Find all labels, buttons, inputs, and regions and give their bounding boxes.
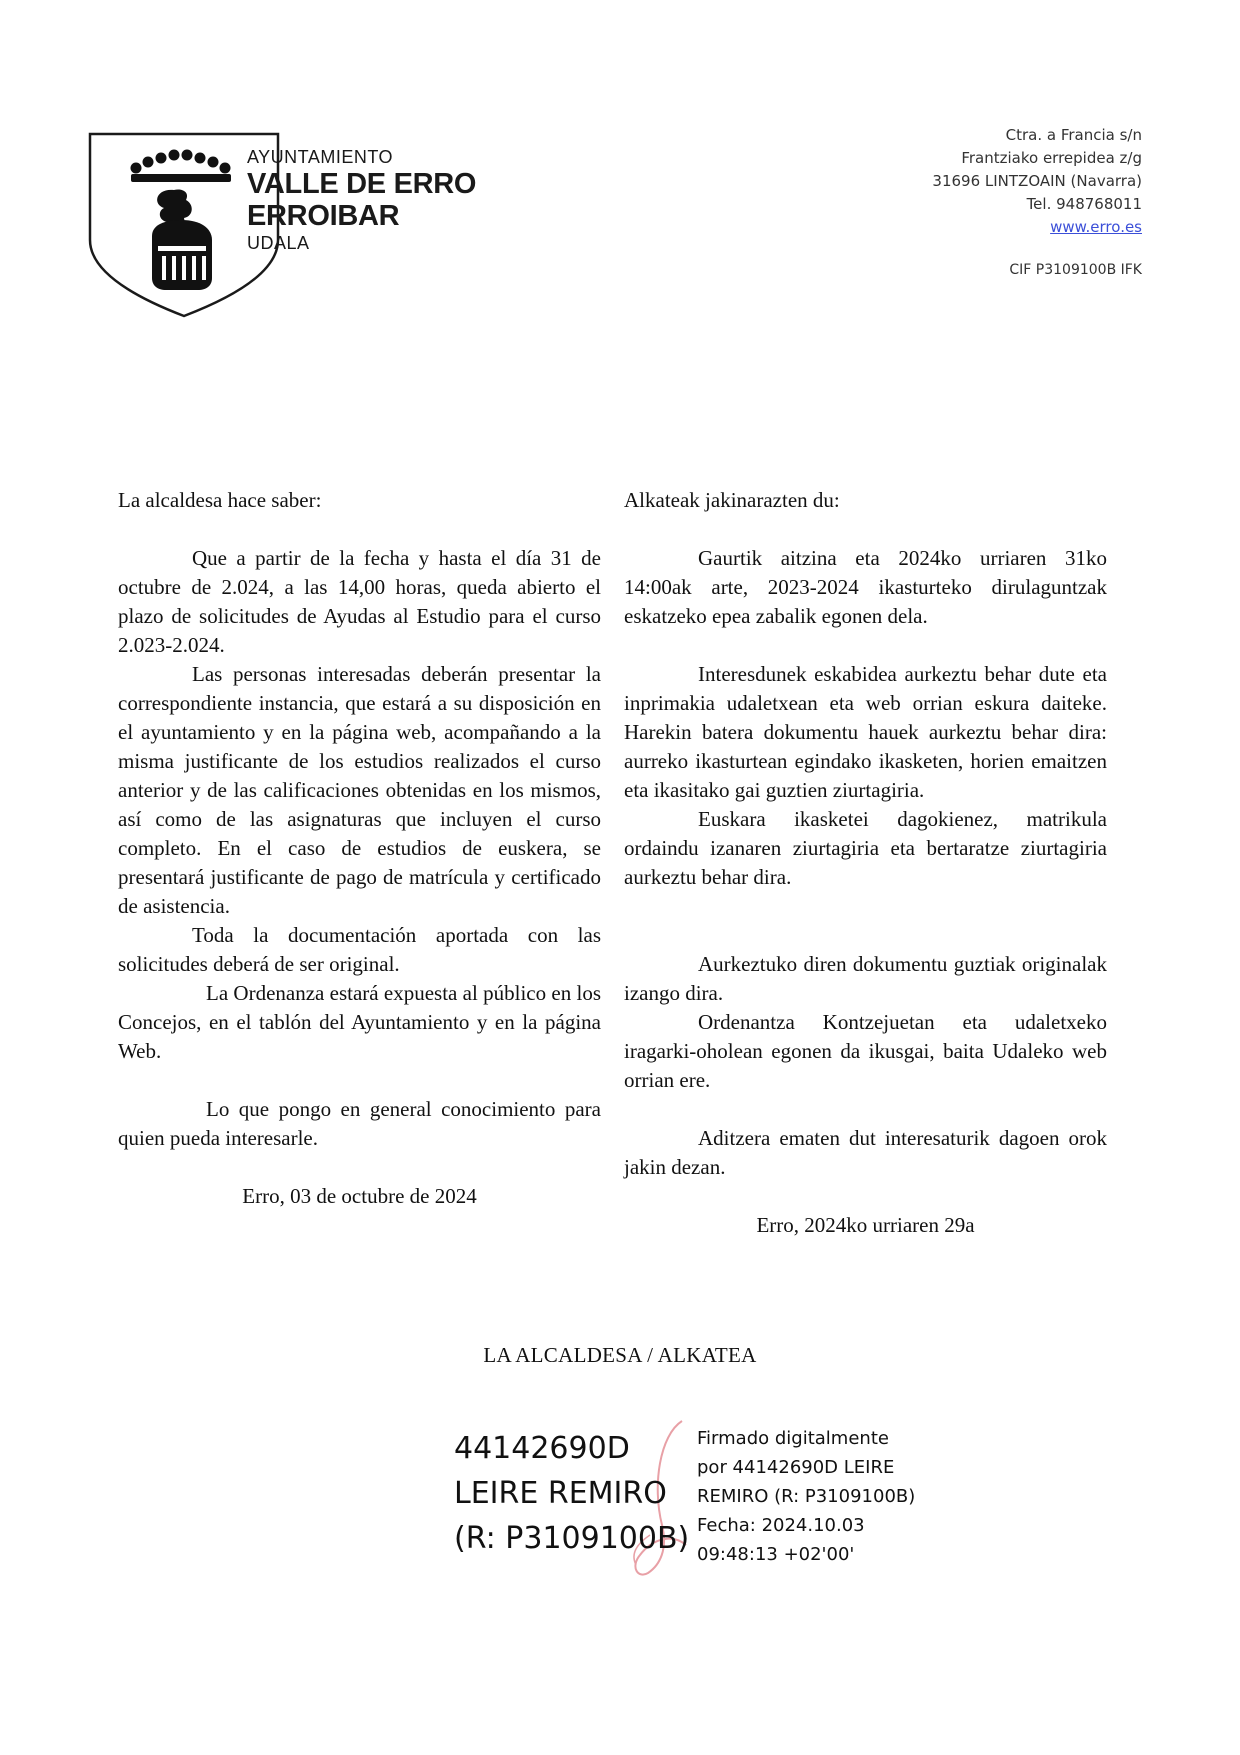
paragraph: Que a partir de la fecha y hasta el día 31 de octubre de 2.024, a las 14,00 horas, queda abierto el plazo de solicitudes de Ayudas al Estudio para el curso 2.023-2.024. (118, 546, 601, 657)
paragraph: Toda la documentación aportada con las solicitudes deberá de ser original. (118, 923, 601, 976)
date-line: Erro, 03 de octubre de 2024 (242, 1184, 477, 1208)
org-line-2: VALLE DE ERRO (247, 168, 477, 200)
org-line-1: AYUNTAMIENTO (247, 147, 394, 167)
paragraph: Euskara ikasketei dagokienez, matrikula ordaindu izanaren ziurtagiria eta bertaratze ziurtagiria aurkeztu behar dira. (624, 807, 1107, 889)
intro-text: La alcaldesa hace saber: (118, 488, 322, 512)
paragraph: Gaurtik aitzina eta 2024ko urriaren 31ko 14:00ak arte, 2023-2024 ikasturteko dirulaguntzak eskatzeko epea zabalik egonen dela. (624, 546, 1107, 628)
paragraph: Lo que pongo en general conocimiento para quien pueda interesarle. (118, 1097, 601, 1150)
signer-representation: (R: P3109100B) (454, 1521, 690, 1556)
phone-line: Tel. 948768011 (1026, 195, 1142, 213)
date-line: Erro, 2024ko urriaren 29a (756, 1213, 975, 1237)
basque-column (624, 486, 1107, 1240)
paragraph: Ordenantza Kontzejuetan eta udaletxeko iragarki-oholean egonen da ikusgai, baita Udaleko web orrian ere. (624, 1010, 1107, 1092)
intro-text: Alkateak jakinarazten du: (624, 488, 840, 512)
cif-number: CIF P3109100B IFK (1009, 262, 1142, 278)
signature-detail-line: Firmado digitalmente (697, 1428, 889, 1449)
signature-name-block (454, 1426, 689, 1561)
spanish-column (118, 486, 601, 1211)
paragraph: Las personas interesadas deberán presentar la correspondiente instancia, que estará a su disposición en el ayuntamiento y en la página web, acompañando a la misma justificante de los estudios realizados el curso anterior y de las calificaciones obtenidas en los mismos, así como de las asignaturas que incluyen el curso completo. En el caso de estudios de euskera, se presentará justificante de pago de matrícula y certificado de asistencia. (118, 662, 601, 918)
org-line-4: UDALA (247, 233, 310, 253)
organization-name (247, 146, 476, 254)
signature-time-line: 09:48:13 +02'00' (697, 1544, 855, 1565)
paragraph: Aditzera ematen dut interesaturik dagoen orok jakin dezan. (624, 1126, 1107, 1179)
signature-date-line: Fecha: 2024.10.03 (697, 1515, 865, 1536)
paragraph: La Ordenanza estará expuesta al público en los Concejos, en el tablón del Ayuntamiento y en la página Web. (118, 981, 601, 1063)
signer-id: 44142690D (454, 1431, 630, 1466)
signer-name: LEIRE REMIRO (454, 1476, 667, 1511)
address-line: Ctra. a Francia s/n (1005, 126, 1142, 144)
signatory-title: LA ALCALDESA / ALKATEA (483, 1343, 757, 1367)
org-line-3: ERROIBAR (247, 200, 400, 232)
address-block (932, 124, 1142, 282)
address-line: 31696 LINTZOAIN (Navarra) (932, 172, 1142, 190)
website-link[interactable]: www.erro.es (1050, 218, 1142, 236)
paragraph: Aurkeztuko diren dokumentu guztiak originalak izango dira. (624, 952, 1107, 1005)
paragraph: Interesdunek eskabidea aurkeztu behar dute eta inprimakia udaletxean eta web orrian eskura daiteke. Harekin batera dokumentu hauek aurkeztu behar dira: aurreko ikasturtean egindako ikasketen, horien emaitzen eta ikasitako gai guztien ziurtagiria. (624, 662, 1107, 802)
signature-details-block (697, 1424, 915, 1569)
signature-detail-line: por 44142690D LEIRE (697, 1457, 895, 1478)
address-line: Frantziako errepidea z/g (961, 149, 1142, 167)
signature-detail-line: REMIRO (R: P3109100B) (697, 1486, 916, 1507)
